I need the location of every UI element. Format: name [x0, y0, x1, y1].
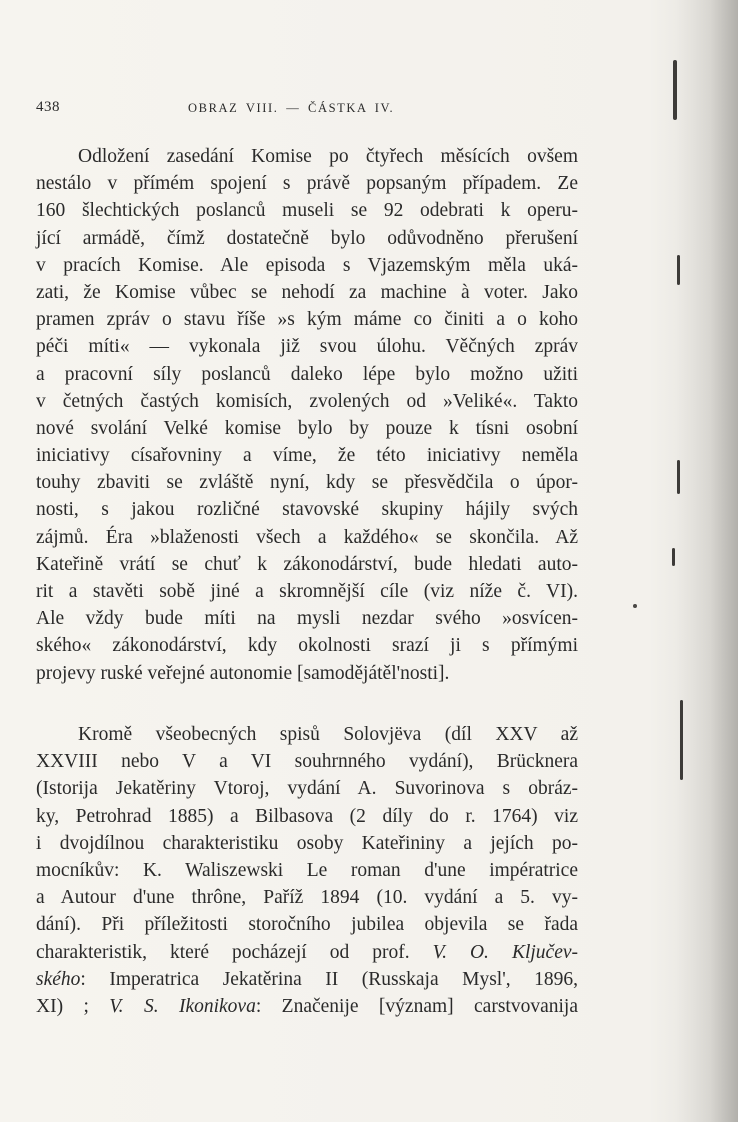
text-line: iniciativy císařovniny a víme, že této iniciativy neměla [36, 445, 578, 467]
margin-scan-mark [672, 548, 675, 566]
text-line: Odložení zasedání Komise po čtyřech měsících ovšem [78, 146, 578, 167]
text-line: Ale vždy bude míti na mysli nezdar svého »osvícen- [36, 608, 578, 630]
text-line: XXVIII nebo V a VI souhrnného vydání), Brücknera [36, 751, 578, 773]
text-line: v pracích Komise. Ale episoda s Vjazemským měla uká- [36, 254, 578, 276]
text-segment: : Imperatrica Jekatěrina II (Russkaja Mysl', 1896, [80, 968, 578, 990]
text-line: v četných častých komisích, zvolených od »Veliké«. Takto [36, 390, 578, 412]
author-name-italic: V. S. Ikonikova [109, 995, 256, 1017]
page-number: 438 [36, 99, 60, 115]
text-line: péči míti« — vykonala již svou úlohu. Věčných zpráv [36, 336, 578, 358]
text-line: 160 šlechtických poslanců museli se 92 odebrati k operu- [36, 200, 578, 222]
margin-scan-mark [677, 460, 680, 494]
text-line: zájmů. Éra »blaženosti všech a každého« se skončila. Až [36, 526, 578, 548]
text-line: i dvojdílnou charakteristiku osoby Kateřininy a jejích po- [36, 832, 578, 854]
text-line: rit a stavěti sobě jiné a skromnější cíle (viz níže č. VI). [36, 581, 578, 602]
margin-scan-mark [673, 60, 677, 120]
margin-scan-mark [677, 255, 680, 285]
text-line: a Autour d'une thrône, Paříž 1894 (10. vydání a 5. vy- [36, 887, 578, 909]
page-header [36, 99, 456, 123]
margin-scan-mark [680, 700, 683, 780]
text-line: nestálo v přímém spojení s právě popsaným případem. Ze [36, 173, 578, 195]
page-edge-shadow [676, 0, 738, 1122]
running-head: OBRAZ VIII. — ČÁSTKA IV. [188, 101, 395, 115]
text-line: dání). Při příležitosti storočního jubilea objevila se řada [36, 914, 578, 936]
text-segment: : Značenije [význam] carstvovanija [255, 995, 578, 1017]
text-line: mocníkův: K. Waliszewski Le roman d'une impératrice [36, 859, 578, 881]
text-line: nosti, s jakou rozličné stavovské skupiny hájily svých [36, 499, 578, 521]
margin-scan-dot [633, 604, 637, 608]
text-line: ky, Petrohrad 1885) a Bilbasova (2 díly do r. 1764) viz [36, 805, 578, 827]
text-line: jící armádě, čímž dostatečně bylo odůvodněno přerušení [36, 227, 578, 249]
text-line: touhy zbaviti se zvláště nyní, kdy se přesvědčila o úpor- [36, 472, 578, 494]
author-name-italic: ského [36, 968, 81, 990]
text-line: (Istorija Jekatěriny Vtoroj, vydání A. Suvorinova s obráz- [36, 778, 578, 800]
text-line: ského« zákonodárství, kdy okolnosti srazí ji s přímými [36, 635, 578, 657]
text-line: projevy ruské veřejné autonomie [samoděјátěl'nosti]. [36, 662, 450, 684]
text-line: nové svolání Velké komise bylo by pouze k tísni osobní [36, 417, 578, 439]
text-line-mixed [36, 993, 578, 1020]
author-name-italic: V. O. Ključev- [432, 941, 579, 963]
text-line: pramen zpráv o stavu říše »s kým máme co činiti a o koho [36, 309, 578, 331]
text-line: Kromě všeobecných spisů Solovjëva (díl XXV až [78, 724, 578, 745]
text-line-mixed [36, 939, 578, 966]
text-line: Kateřině vrátí se chuť k zákonodárství, bude hledati auto- [36, 553, 578, 575]
paragraph-2-bibliography [36, 721, 578, 1020]
text-line: a pracovní síly poslanců daleko lépe bylo možno užiti [36, 363, 578, 385]
text-line-mixed [36, 966, 578, 993]
text-segment: XI) ; [36, 995, 110, 1017]
text-line: zati, že Komise vůbec se nehodí za machine à voter. Jako [36, 281, 578, 303]
paragraph-1 [36, 143, 578, 687]
text-segment: charakteristik, které pocházejí od prof. [36, 941, 410, 963]
